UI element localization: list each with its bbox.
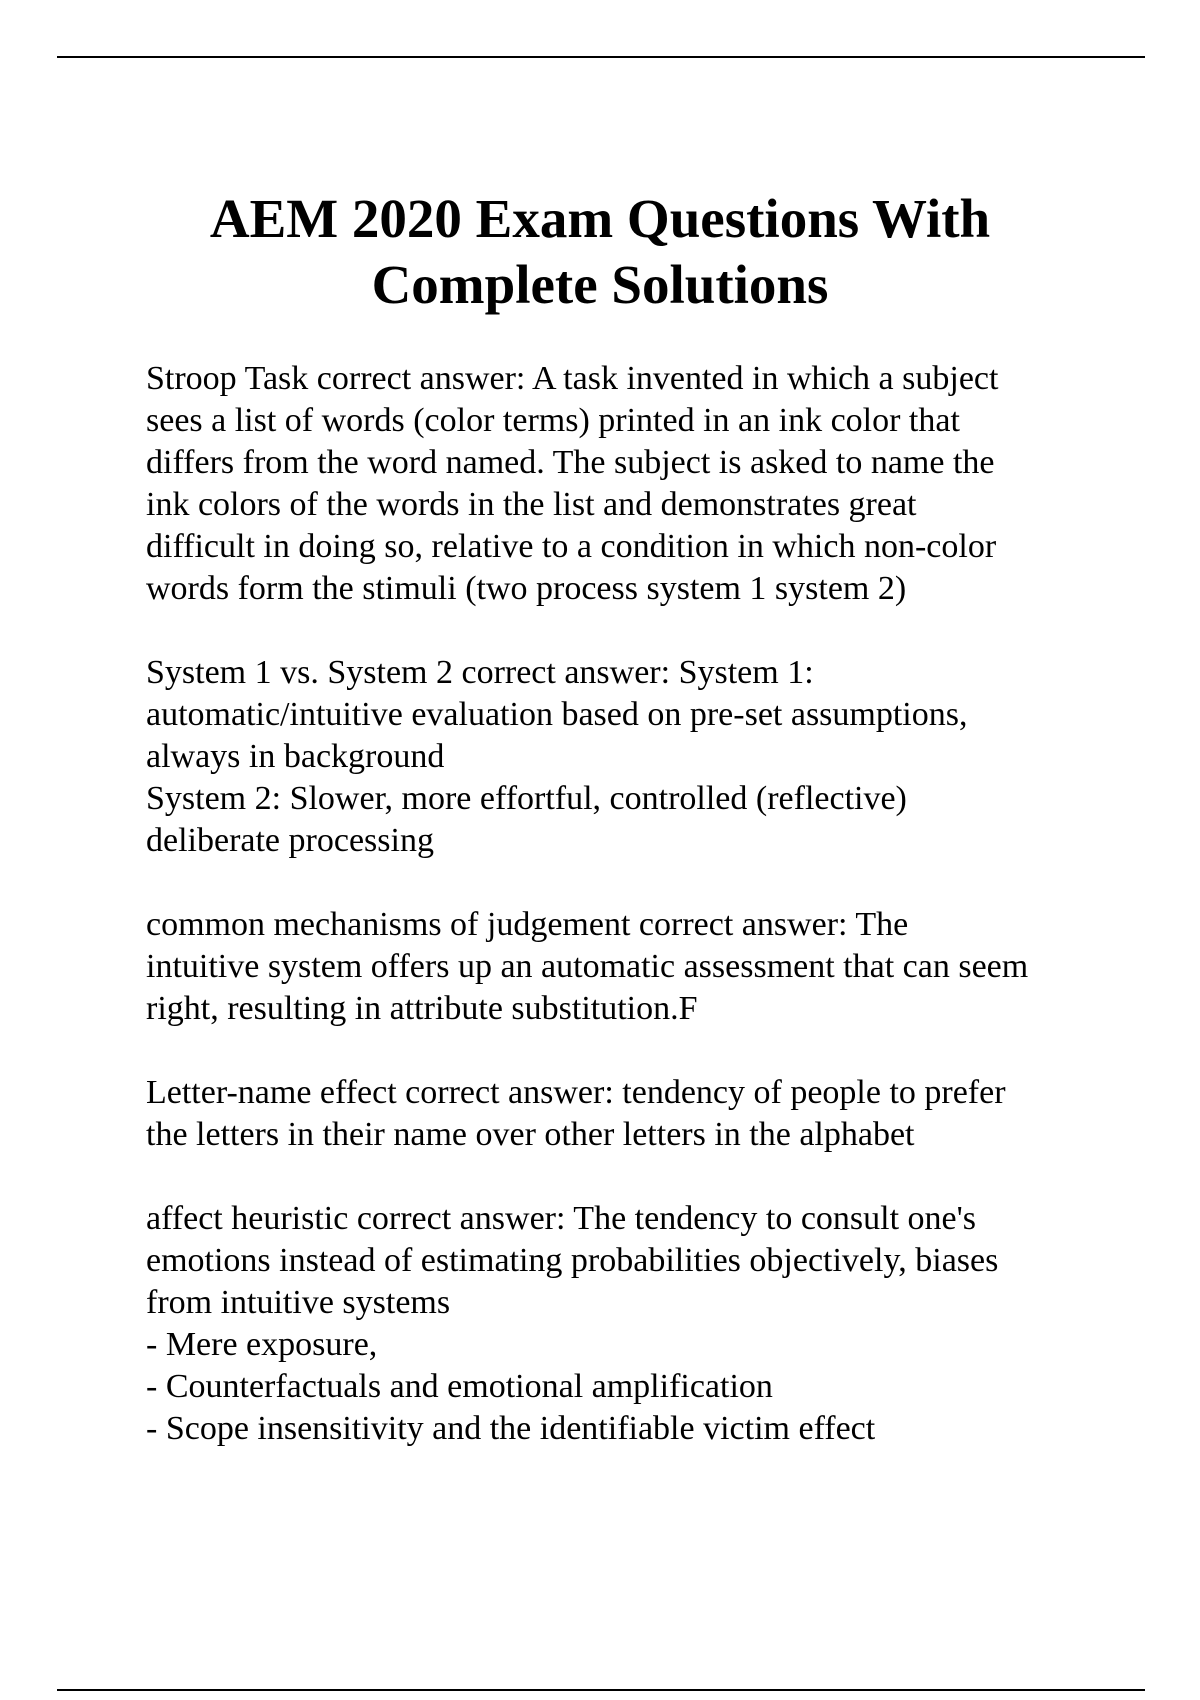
title-line: Complete Solutions bbox=[371, 254, 829, 315]
entry-line: System 1 vs. System 2 correct answer: System 1: bbox=[146, 654, 814, 691]
qa-entry-letter-name-effect bbox=[146, 1072, 1146, 1156]
qa-entry-system-1-vs-2 bbox=[146, 652, 1146, 862]
title-line: AEM 2020 Exam Questions With bbox=[209, 188, 991, 249]
entry-line: ink colors of the words in the list and demonstrates great bbox=[146, 486, 917, 523]
entry-line: words form the stimuli (two process system 1 system 2) bbox=[146, 570, 907, 607]
entry-line: from intuitive systems bbox=[146, 1284, 451, 1321]
entry-line: deliberate processing bbox=[146, 822, 434, 859]
entry-line: always in background bbox=[146, 738, 445, 775]
entry-line: sees a list of words (color terms) printed in an ink color that bbox=[146, 402, 960, 439]
entry-line: intuitive system offers up an automatic assessment that can seem bbox=[146, 948, 1029, 985]
entry-line: difficult in doing so, relative to a condition in which non-color bbox=[146, 528, 997, 565]
list-item: - Counterfactuals and emotional amplification bbox=[146, 1368, 773, 1405]
entry-line: Letter-name effect correct answer: tendency of people to prefer bbox=[146, 1074, 1006, 1111]
document-title bbox=[0, 186, 1200, 318]
footer-rule bbox=[57, 1689, 1145, 1691]
entry-line: common mechanisms of judgement correct answer: The bbox=[146, 906, 909, 943]
qa-entry-affect-heuristic bbox=[146, 1198, 1146, 1450]
entry-line: the letters in their name over other letters in the alphabet bbox=[146, 1116, 915, 1153]
entry-line: affect heuristic correct answer: The tendency to consult one's bbox=[146, 1200, 976, 1237]
entry-line: automatic/intuitive evaluation based on pre-set assumptions, bbox=[146, 696, 968, 733]
list-item: - Mere exposure, bbox=[146, 1326, 378, 1363]
document-body bbox=[146, 358, 1146, 1492]
entry-line: differs from the word named. The subject is asked to name the bbox=[146, 444, 995, 481]
list-item: - Scope insensitivity and the identifiable victim effect bbox=[146, 1410, 876, 1447]
entry-line: emotions instead of estimating probabilities objectively, biases bbox=[146, 1242, 999, 1279]
entry-line: Stroop Task correct answer: A task invented in which a subject bbox=[146, 360, 999, 397]
qa-entry-common-mechanisms bbox=[146, 904, 1146, 1030]
entry-line: System 2: Slower, more effortful, controlled (reflective) bbox=[146, 780, 907, 817]
entry-line: right, resulting in attribute substitution.F bbox=[146, 990, 698, 1027]
header-rule bbox=[57, 56, 1145, 58]
qa-entry-stroop-task bbox=[146, 358, 1146, 610]
